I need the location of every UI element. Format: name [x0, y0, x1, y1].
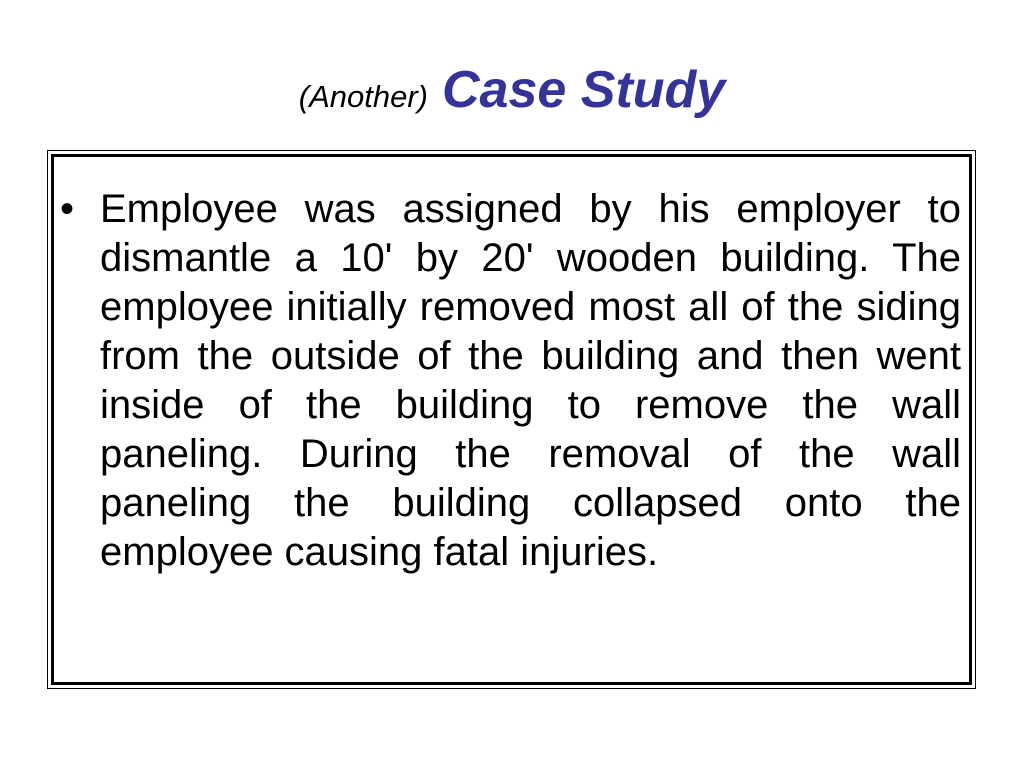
- bullet-text: Employee was assigned by his employer to dismantle a 10' by 20' wooden building. The employee initially removed most all of the siding from the outside of the building and then went inside of the building to remove the wall paneling. During the removal of the wall paneling the building collapsed onto the employee causing fatal injuries.: [100, 187, 961, 574]
- title-prefix: (Another): [298, 79, 428, 114]
- bullet-marker: •: [60, 187, 75, 231]
- bullet-item: [60, 185, 961, 577]
- title-main: Case Study: [442, 61, 726, 119]
- slide-title: [0, 60, 1024, 120]
